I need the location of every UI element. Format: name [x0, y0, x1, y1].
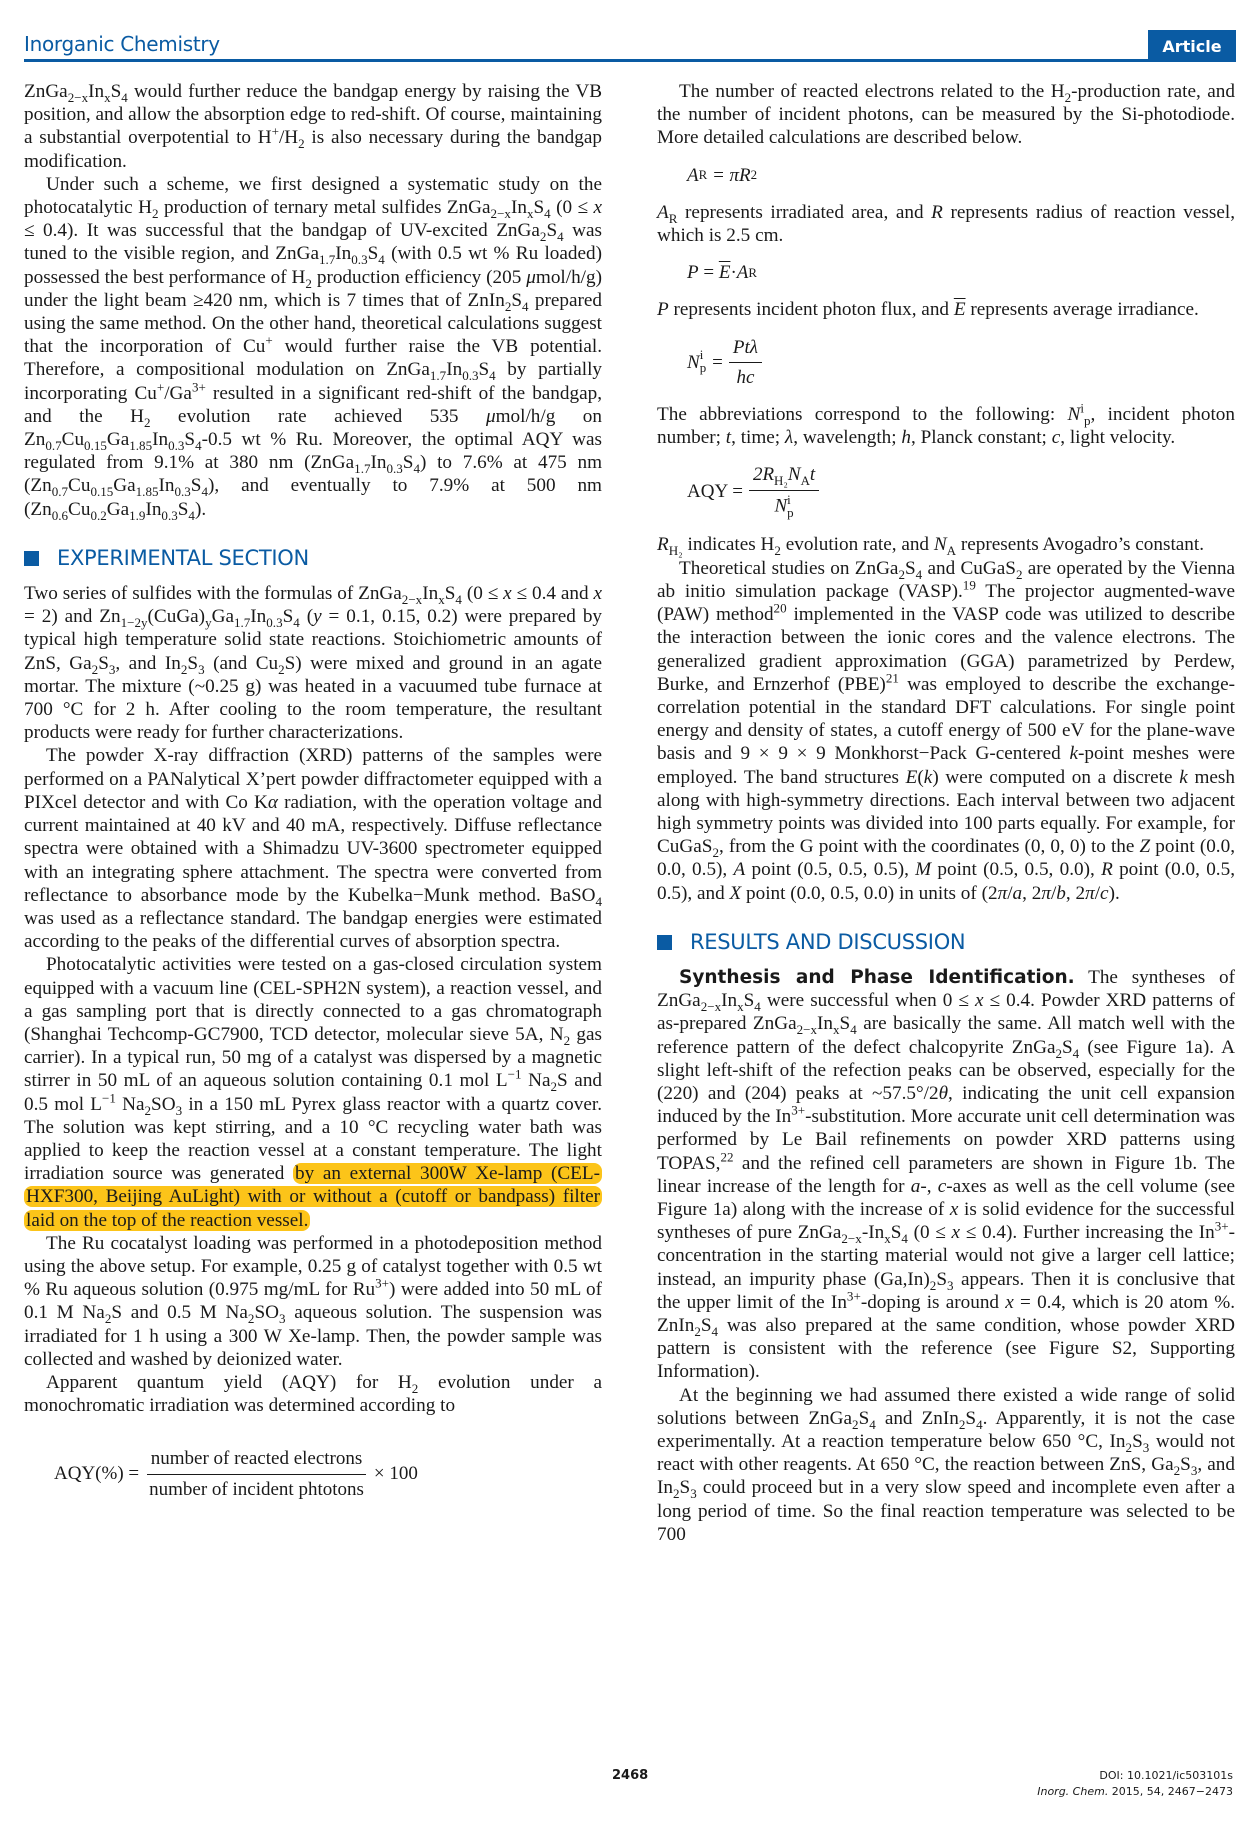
- subscript: 4: [976, 1416, 983, 1432]
- superscript: 22: [720, 1149, 734, 1165]
- superscript: 3+: [375, 1275, 390, 1291]
- doi-link[interactable]: DOI: 10.1021/ic503101s: [1099, 1769, 1233, 1782]
- subscript: x: [884, 1231, 891, 1246]
- subscript: 2−x: [841, 1231, 862, 1246]
- subscript: A: [946, 543, 957, 559]
- superscript: 3+: [791, 1102, 806, 1118]
- italic-symbol: θ: [938, 1082, 949, 1104]
- eq-lhs: AQY(%) =: [54, 1463, 140, 1485]
- subscript: 0.3: [168, 437, 185, 453]
- eq-flux-equals: =: [698, 262, 719, 284]
- subscript: 1.7: [429, 368, 447, 384]
- eq-denominator: number of incident phtotons: [149, 1478, 364, 1500]
- subscript: 4: [869, 1416, 876, 1432]
- italic-symbol: π: [997, 882, 1008, 904]
- highlighted-text[interactable]: by an external 300W Xe-lamp (CEL-HXF300, Beijing AuLight) with or without a (cutoff or bandpass) filter laid on the top of the reaction vessel.: [26, 1163, 600, 1231]
- subscript: 0.2: [90, 507, 107, 523]
- eq-photons-sup: i: [699, 347, 704, 363]
- eq-aqy-num-c: t: [809, 464, 816, 486]
- subscript: 2: [774, 543, 781, 559]
- subscript: 2: [305, 275, 312, 291]
- eq-fraction: [145, 1447, 368, 1500]
- subscript: 2: [694, 1323, 701, 1339]
- subscript: 3: [108, 661, 116, 677]
- subscript: 4: [455, 591, 462, 607]
- page-header: [24, 30, 1236, 62]
- italic-symbol: x: [593, 583, 602, 605]
- paragraph-measurement: The number of reacted electrons related to the $H_2$-production rate, and the number of incident photons, can be measured by the Si-photodiode. More detailed calculations are described below.: [657, 81, 1235, 149]
- subscript: 4: [293, 615, 300, 631]
- subscript: 2−x: [67, 89, 89, 105]
- italic-symbol: x: [949, 1198, 959, 1220]
- subscript: 4: [754, 998, 761, 1014]
- subscript: 2: [958, 1416, 966, 1432]
- italic-symbol: a: [1012, 882, 1023, 904]
- subscript: 4: [915, 566, 923, 582]
- footer-citation: [1037, 1768, 1233, 1800]
- subscript: 2: [144, 1102, 152, 1118]
- subscript: 1.85: [135, 484, 159, 500]
- header-rule: [24, 59, 1236, 62]
- italic-symbol: y: [313, 606, 322, 628]
- subscript: 2: [104, 1311, 112, 1327]
- italic-symbol: R: [931, 201, 943, 223]
- equation-area: A R = πR 2: [687, 164, 758, 186]
- italic-symbol: x: [951, 1222, 961, 1244]
- subscript: 3: [198, 661, 205, 677]
- paragraph-aqy-desc: $R_{H_2}$ indicates $H_2$ evolution rate, and $N_A$ represents Avogadro’s constant.: [657, 534, 1205, 559]
- eq-aqy-denominator: [770, 491, 797, 520]
- italic-symbol: k: [1179, 766, 1188, 788]
- subscript: 2: [1125, 1439, 1133, 1455]
- superscript: 3+: [1214, 1218, 1229, 1234]
- paragraph-ru-loading: The Ru cocatalyst loading was performed in a photodeposition method using the above setup. For example, 0.25 g of catalyst together with 0.5 wt % Ru aqueous solution (0.975 mg/mL for $Ru^{3+}$) were added into 50 mL of 0.1 M $Na_2S$ and 0.5 M $Na_2SO_3$ aqueous solution. The suspension was irradiated for 1 h using a 300 W Xe-lamp. Then, the powder sample was collected and washed by deionized water.: [24, 1232, 603, 1370]
- eq-flux-e: $\overline{E}$: [718, 262, 731, 284]
- subscript: 4: [1072, 1045, 1080, 1061]
- subscript: 3: [690, 1486, 697, 1502]
- italic-symbol: α: [267, 791, 278, 813]
- eq-area-lhs: A: [687, 164, 699, 186]
- subscript: R: [668, 210, 678, 226]
- eq-aqy-fraction: [749, 463, 819, 519]
- subscript: 0.7: [51, 484, 69, 500]
- eq-flux-dot: ·: [730, 262, 737, 284]
- subscript: 4: [557, 229, 564, 245]
- subscript: 2: [411, 1380, 419, 1396]
- italic-symbol: X: [729, 882, 742, 904]
- italic-symbol: E: [905, 766, 918, 788]
- eq-photons-fraction: [729, 336, 762, 389]
- section-heading-results: [657, 931, 1235, 954]
- superscript: 19: [962, 577, 976, 593]
- subscript: 3: [1190, 1463, 1198, 1479]
- eq-flux-a: A: [736, 262, 749, 284]
- italic-symbol: x: [593, 197, 603, 219]
- italic-symbol: R: [657, 534, 669, 556]
- run-in-heading: Synthesis and Phase Identification.: [679, 966, 1075, 988]
- subscript: 3: [278, 1311, 286, 1327]
- subscript: x: [737, 998, 744, 1014]
- equation-aqy-percent: [54, 1447, 602, 1500]
- subscript: 4: [378, 252, 385, 268]
- equation-photons: [687, 336, 1235, 389]
- paragraph-characterization: The powder X-ray diffraction (XRD) patterns of the samples were performed on a PANalytical X’pert powder diffractometer equipped with a PIXcel detector and with Co Kα radiation, with the operation voltage and current maintained at 40 kV and 40 mA, respectively. Diffuse reflectance spectra were obtained with a Shimadzu UV-3600 spectrometer equipped with an integrating sphere attachment. The spectra were converted from reflectance to absorbance mode by the Kubelka−Munk method. BaSO$_4$ was used as a reflectance standard. The bandgap energies were estimated according to the peaks of the differential curves of absorption spectra.: [24, 745, 602, 953]
- subscript: 0.3: [386, 461, 403, 477]
- subscript: 2: [143, 414, 151, 430]
- eq-aqy-den: N: [774, 494, 788, 516]
- eq-flux-lhs: P: [687, 262, 699, 284]
- subscript: 0.6: [51, 507, 69, 523]
- subscript: 4: [121, 89, 128, 105]
- subscript: 4: [201, 484, 208, 500]
- italic-symbol: A: [733, 859, 746, 881]
- subscript: 2: [298, 136, 305, 152]
- subscript: 4: [489, 368, 496, 384]
- subscript: 2−x: [401, 591, 423, 607]
- subscript: 0.3: [462, 368, 479, 384]
- subscript: 2: [247, 1311, 255, 1327]
- italic-symbol: A: [657, 201, 669, 223]
- subscript: 4: [711, 1323, 719, 1339]
- italic-symbol: M: [915, 859, 932, 881]
- superscript: +: [156, 379, 165, 395]
- subscript: 2: [929, 1277, 937, 1293]
- subscript: 2: [712, 844, 719, 860]
- subscript: 0.3: [174, 484, 191, 500]
- paragraph-solid-solutions: At the beginning we had assumed there existed a wide range of solid solutions between $ZnGa_2S_4$ and $ZnIn_2S_4$. Apparently, it is not the case experimentally. At a reaction temperature below 650 °C, $In_2S_3$ would not react with other reagents. At 650 °C, the reaction between ZnS, $Ga_2S_3$, and $In_2S_3$ could proceed but in a very slow speed and incomplete even after a long period of time. So the final reaction temperature was selected to be 700: [657, 1384, 1235, 1545]
- italic-symbol: Z: [1139, 836, 1151, 858]
- eq-aqy-lhs: AQY =: [687, 480, 743, 502]
- italic-symbol: b: [1056, 882, 1066, 904]
- italic-symbol: t: [725, 427, 732, 449]
- italic-symbol: k: [1069, 743, 1078, 765]
- subscript: x: [526, 205, 534, 221]
- subscript: y: [205, 615, 212, 631]
- eq-rhs: × 100: [373, 1463, 418, 1485]
- subscript: 0.3: [351, 252, 368, 268]
- subscript: 1.85: [129, 437, 153, 453]
- eq-photons-sub: p: [699, 360, 707, 376]
- right-column: [657, 80, 1235, 1546]
- subscript: 2: [151, 205, 159, 221]
- paragraph-photocatalytic: Photocatalytic activities were tested on a gas-closed circulation system equipped with a vacuum line (CEL-SPH2N system), a reaction vessel, and a gas sampling port that is directly connected to a gas chromatograph (Shanghai Techcomp-GC7900, TCD detector, molecular sieve 5A, $N_2$ gas carrier). In a typical run, 50 mg of a catalyst was dispersed by a magnetic stirrer in 50 mL of an aqueous solution containing 0.1 mol $L^{-1}$ $Na_2S$ and 0.5 mol $L^{-1}$ $Na_2SO_3$ in a 150 mL Pyrex glass reactor with a quartz cover. The solution was kept stirring, and a 10 °C recycling water bath was applied to keep the reaction vessel at a constant temperature. The light irradiation source was generated by an external 300W Xe-lamp (CEL-HXF300, Beijing AuLight) with or without a (cutoff or bandpass) filter laid on the top of the reaction vessel.: [24, 954, 603, 1231]
- subscript: 4: [522, 298, 529, 314]
- eq-aqy-num-a-sub: H₂: [774, 473, 788, 489]
- superscript: 20: [773, 600, 787, 616]
- paragraph-theory: Theoretical studies on $ZnGa_2S_4$ and CuGaS$_2$ are operated by the Vienna ab initio simulation package (VASP).$^{19}$ The projector augmented-wave (PAW) method$^{20}$ implemented in the VASP code was utilized to describe the interaction between the ionic cores and the valence electrons. The generalized gradient approximation (GGA) parametrized by Perdew, Burke, and Ernzerhof (PBE)$^{21}$ was employed to describe the exchange-correlation potential in the standard DFT calculations. For single point energy and density of states, a cutoff energy of 500 eV for the plane-wave basis and 9 × 9 × 9 Monkhorst−Pack G-centered k-point meshes were employed. The band structures E(k) were computed on a discrete k mesh along with high-symmetry directions. Each interval between two adjacent high symmetry points was divided into 100 parts equally. For example, for CuGaS$_2$, from the G point with the coordinates (0, 0, 0) to the Z point (0.0, 0.0, 0.5), A point (0.5, 0.5, 0.5), M point (0.5, 0.5, 0.0), R point (0.0, 0.5, 0.5), and X point (0.0, 0.5, 0.0) in units of (2π/a, 2π/b, 2π/c).: [657, 557, 1236, 904]
- subscript: 1.7: [354, 461, 371, 477]
- eq-photons-numerator: Ptλ: [729, 336, 762, 363]
- eq-aqy-num-a: 2R: [752, 464, 775, 486]
- italic-symbol: c: [1100, 882, 1109, 904]
- paragraph-synthesis: Two series of sulfides with the formulas of $ZnGa_{2-x}In_xS_4$ (0 ≤ x ≤ 0.4 and x = 2) and $Zn_{1-2y}(CuGa)_yGa_{1.7}In_{0.3}S_4$ (y = 0.1, 0.15, 0.2) were prepared by typical high temperature solid state reactions. Stoichiometric amounts of ZnS, $Ga_2S_3$, and $In_2S_3$ (and $Cu_2S$) were mixed and ground in an agate mortar. The mixture (~0.25 g) was heated in a vacuumed tube furnace at 700 °C for 2 h. After cooling to the room temperature, the resultant products were ready for further characterizations.: [24, 583, 603, 744]
- page-number: 2468: [612, 1768, 649, 1783]
- eq-aqy-den-sup: i: [787, 491, 791, 507]
- italic-symbol: x: [1005, 1291, 1014, 1313]
- subscript: 4: [850, 1022, 857, 1038]
- eq-photons-lhs: N: [687, 351, 700, 373]
- italic-symbol: λ: [784, 427, 794, 449]
- superscript: 3+: [191, 379, 206, 395]
- superscript: i: [1080, 400, 1084, 416]
- subscript: 4: [188, 507, 195, 523]
- subscript: 0.7: [45, 437, 62, 453]
- italic-symbol: h: [901, 427, 911, 449]
- italic-symbol: N: [1067, 404, 1081, 426]
- section-title-text: RESULTS AND DISCUSSION: [690, 929, 966, 954]
- subscript: 2: [1055, 1045, 1062, 1061]
- superscript: −1: [507, 1066, 522, 1082]
- superscript: 21: [885, 670, 899, 686]
- paragraph-area-desc: $A_R$ represents irradiated area, and R represents radius of reaction vessel, which is 2.5 cm.: [657, 201, 1235, 247]
- italic-symbol: k: [923, 766, 933, 788]
- citation-journal: Inorg. Chem.: [1037, 1785, 1109, 1798]
- subscript: 2: [278, 661, 285, 677]
- paragraph-synthesis-phase: Synthesis and Phase Identification. The syntheses of $ZnGa_{2-x}In_xS_4$ were successful when 0 ≤ x ≤ 0.4. Powder XRD patterns of as-prepared $ZnGa_{2-x}In_xS_4$ are basically the same. All match well with the reference pattern of the defect chalcopyrite $ZnGa_2S_4$ (see Figure 1a). A slight left-shift of the refection peaks can be observed, especially for the (220) and (204) peaks at ~57.5°/2θ, indicating the unit cell expansion induced by the $In^{3+}$-substitution. More accurate unit cell determination was performed by Le Bail refinements on powder XRD patterns using TOPAS,$^{22}$ and the refined cell parameters are shown in Figure 1b. The linear increase of the length for a-, c-axes as well as the cell volume (see Figure 1a) along with the increase of x is solid evidence for the successful syntheses of pure $ZnGa_{2-x}-In_xS_4$ (0 ≤ x ≤ 0.4). Further increasing the $In^{3+}$-concentration in the starting material would not give a larger cell lattice; instead, an impurity phase $(Ga,In)_2S_3$ appears. Then it is conclusive that the upper limit of the $In^{3+}$-doping is around x = 0.4, which is 20 atom %. $ZnIn_2S_4$ was also prepared at the same condition, whose powder XRD pattern is consistent with the reference (see Figure S2, Supporting Information).: [657, 966, 1236, 1383]
- italic-symbol: a: [910, 1175, 921, 1197]
- italic-symbol: P: [657, 299, 669, 321]
- subscript: 0.3: [266, 615, 283, 631]
- superscript: +: [265, 332, 273, 348]
- subscript: 0.15: [84, 437, 107, 453]
- italic-symbol: μ: [485, 405, 496, 427]
- subscript: 2: [180, 661, 188, 677]
- subscript: 2: [539, 229, 547, 245]
- eq-aqy-numerator: [749, 463, 819, 490]
- eq-area-rhs: = πR: [707, 164, 751, 186]
- subscript: 3: [946, 1277, 954, 1293]
- subscript: 2−x: [700, 998, 722, 1014]
- subscript: 0.3: [161, 507, 178, 523]
- superscript: 3+: [846, 1288, 861, 1304]
- subscript: 1−2y: [120, 615, 148, 631]
- subscript: 2: [1015, 566, 1023, 582]
- subscript: 2: [563, 1032, 571, 1048]
- italic-symbol: N: [933, 534, 947, 556]
- section-square-icon: [24, 551, 39, 566]
- journal-citation: [1037, 1784, 1233, 1800]
- equation-aqy: [687, 463, 1235, 519]
- subscript: x: [104, 89, 111, 105]
- subscript: 2: [1064, 89, 1072, 105]
- eq-photons-denominator: hc: [736, 366, 755, 388]
- paragraph-flux-desc: P represents incident photon flux, and $\overline{E}$ represents average irradiance.: [657, 299, 1199, 321]
- equation-flux: P = $\overline{E}$ · A R: [687, 262, 757, 284]
- subscript: 4: [544, 205, 551, 221]
- subscript: 2: [852, 1416, 859, 1432]
- subscript: 2: [672, 1486, 680, 1502]
- subscript: p: [1083, 412, 1091, 428]
- italic-symbol: π: [1041, 882, 1051, 904]
- subscript: 4: [595, 893, 602, 909]
- italic-symbol: R: [1101, 859, 1113, 881]
- article-type-badge: Article: [1148, 30, 1236, 62]
- subscript: 2: [91, 661, 99, 677]
- italic-symbol: μ: [526, 266, 536, 288]
- section-heading-experimental: [24, 547, 602, 570]
- italic-symbol: x: [974, 990, 984, 1012]
- paragraph-intro-2: Under such a scheme, we first designed a systematic study on the photocatalytic $H_2$ production of ternary metal sulfides $ZnGa_{2-x}In_xS_4$ (0 ≤ x ≤ 0.4). It was successful that the bandgap of UV-excited $ZnGa_2S_4$ was tuned to the visible region, and $ZnGa_{1.7}In_{0.3}S_4$ (with 0.5 wt % Ru loaded) possessed the best performance of $H_2$ production efficiency (205 μmol/h/g) under the light beam ≥420 nm, which is 7 times that of $ZnIn_2S_4$ prepared using the same method. On the other hand, theoretical calculations suggest that the incorporation of Cu+ would further raise the VB potential. Therefore, a compositional modulation on $ZnGa_{1.7}In_{0.3}S_4$ by partially incorporating $Cu^+/Ga^{3+}$ resulted in a significant red-shift of the bandgap, and the $H_2$ evolution rate achieved 535 μmol/h/g on $Zn_{0.7}Cu_{0.15}Ga_{1.85}In_{0.3}S_4-0.5$ wt % Ru. Moreover, the optimal AQY was regulated from 9.1% at 380 nm $(ZnGa_{1.7}In_{0.3}S_4)$ to 7.6% at 475 nm $(Zn_{0.7}Cu_{0.15}Ga_{1.85}In_{0.3}S_4)$, and eventually to 7.9% at 500 nm $(Zn_{0.6}Cu_{0.2}Ga_{1.9}In_{0.3}S_4)$.: [24, 173, 603, 523]
- section-square-icon: [657, 935, 672, 950]
- italic-symbol: x: [503, 583, 512, 605]
- italic-symbol: c: [937, 1175, 947, 1197]
- subscript: 1.7: [318, 252, 336, 268]
- paragraph-intro-1: $ZnGa_{2-x}In_xS_4$ would further reduce the bandgap energy by raising the VB position, and allow the absorption edge to red-shift. Of course, maintaining a substantial overpotential to $H^+/H_2$ is also necessary during the bandgap modification.: [24, 81, 602, 172]
- eq-photons-equals: =: [712, 351, 723, 373]
- subscript: 1.7: [233, 615, 251, 631]
- subscript: 4: [901, 1231, 908, 1246]
- eq-aqy-den-sub: p: [787, 504, 794, 520]
- subscript: H₂: [668, 543, 683, 559]
- subscript: x: [833, 1022, 840, 1038]
- subscript: 2: [504, 298, 512, 314]
- subscript: 2−x: [490, 205, 511, 221]
- italic-overbar-symbol: $\overline{E}$: [953, 299, 966, 321]
- subscript: 4: [413, 461, 420, 477]
- subscript: 2: [898, 566, 905, 582]
- subscript: x: [438, 591, 445, 607]
- subscript: 2: [1173, 1463, 1181, 1479]
- subscript: 2: [550, 1079, 558, 1095]
- subscript: 2−x: [796, 1022, 818, 1038]
- superscript: +: [271, 124, 279, 140]
- superscript: −1: [102, 1090, 116, 1106]
- subscript: 4: [195, 437, 202, 453]
- section-title-text: EXPERIMENTAL SECTION: [57, 545, 309, 570]
- eq-aqy-num-b-sub: A: [800, 473, 810, 489]
- subscript: 3: [1142, 1439, 1150, 1455]
- paragraph-abbreviations: The abbreviations correspond to the following: $N^i_p$, incident photon number; t, time; λ, wavelength; h, Planck constant; c, light velocity.: [657, 400, 1235, 449]
- eq-aqy-num-b: N: [787, 464, 801, 486]
- citation-details: 2015, 54, 2467−2473: [1108, 1785, 1233, 1798]
- subscript: 3: [175, 1102, 183, 1118]
- paragraph-aqy-intro: Apparent quantum yield (AQY) for $H_2$ evolution under a monochromatic irradiation was determined according to: [24, 1371, 602, 1417]
- subscript: 1.9: [129, 507, 146, 523]
- subscript: 0.15: [90, 484, 114, 500]
- left-column: [24, 80, 602, 1501]
- italic-symbol: π: [1085, 882, 1095, 904]
- eq-numerator: number of reacted electrons: [147, 1447, 367, 1474]
- journal-name[interactable]: Inorganic Chemistry: [24, 32, 220, 56]
- italic-symbol: c: [1051, 427, 1061, 449]
